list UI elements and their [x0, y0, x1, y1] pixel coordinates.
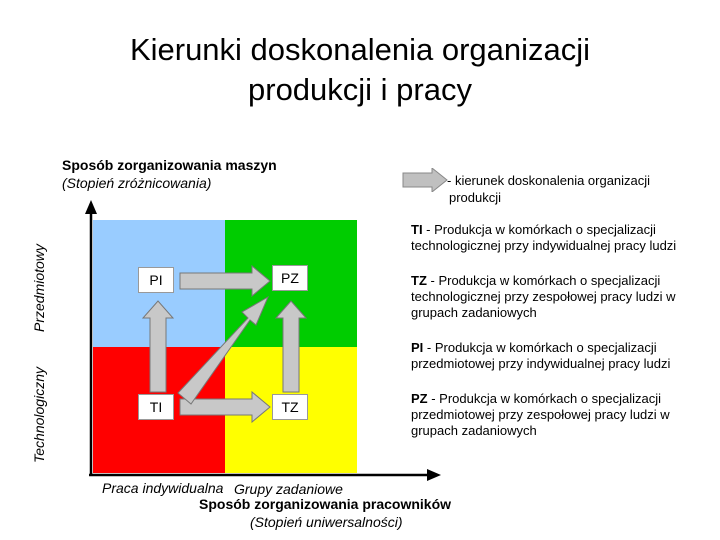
description-code: TZ [411, 273, 427, 288]
y-axis-title: Sposób zorganizowania maszyn [62, 157, 277, 173]
arrow-ti-to-pi [143, 301, 173, 392]
description-line: - Produkcja w komórkach o specjalizacji [426, 273, 661, 288]
x-axis-subtitle: (Stopień uniwersalności) [250, 514, 403, 530]
y-axis-label-upper: Przedmiotowy [31, 244, 47, 332]
description-line: - Produkcja w komórkach o specjalizacji [427, 391, 661, 406]
description-code: TI [411, 222, 423, 237]
description-code: PI [411, 340, 424, 355]
cell-tz: TZ [272, 394, 308, 420]
description-line: przedmiotowej przy indywidualnej pracy ludzi [411, 356, 671, 371]
y-axis-arrowhead [85, 200, 97, 214]
description-pi [411, 340, 711, 372]
title-line-1: Kierunki doskonalenia organizacji [129, 32, 591, 67]
x-axis-label-left: Praca indywidualna [102, 480, 224, 496]
y-axis-subtitle: (Stopień zróżnicowania) [62, 175, 212, 191]
arrow-pi-to-pz [180, 266, 270, 296]
description-line: technologicznej przy indywidualnej pracy ludzi [411, 238, 677, 253]
title-line-2: produkcji i pracy [248, 72, 472, 107]
description-ti [411, 222, 711, 254]
description-line: technologicznej przy zespołowej pracy ludzi w [411, 289, 676, 304]
arrow-tz-to-pz [276, 301, 306, 392]
cell-ti: TI [138, 394, 174, 420]
x-axis-arrowhead [427, 469, 441, 481]
legend-line-2: produkcji [449, 190, 502, 205]
description-line: grupach zadaniowych [411, 305, 537, 320]
description-line: - Produkcja w komórkach o specjalizacji [422, 222, 656, 237]
x-axis-label-right: Grupy zadaniowe [234, 481, 343, 497]
description-code: PZ [411, 391, 428, 406]
description-line: grupach zadaniowych [411, 423, 537, 438]
legend-line-1: - kierunek doskonalenia organizacji [447, 173, 651, 188]
description-line: - Produkcja w komórkach o specjalizacji [423, 340, 657, 355]
cell-pi: PI [138, 267, 174, 293]
description-tz [411, 273, 711, 321]
description-pz [411, 391, 711, 439]
arrow-ti-to-pz [178, 297, 268, 404]
x-axis-title: Sposób zorganizowania pracowników [199, 496, 452, 512]
y-axis-label-lower: Technologiczny [31, 367, 47, 463]
cell-pz: PZ [272, 265, 308, 291]
description-line: przedmiotowej przy zespołowej pracy ludzi w [411, 407, 670, 422]
